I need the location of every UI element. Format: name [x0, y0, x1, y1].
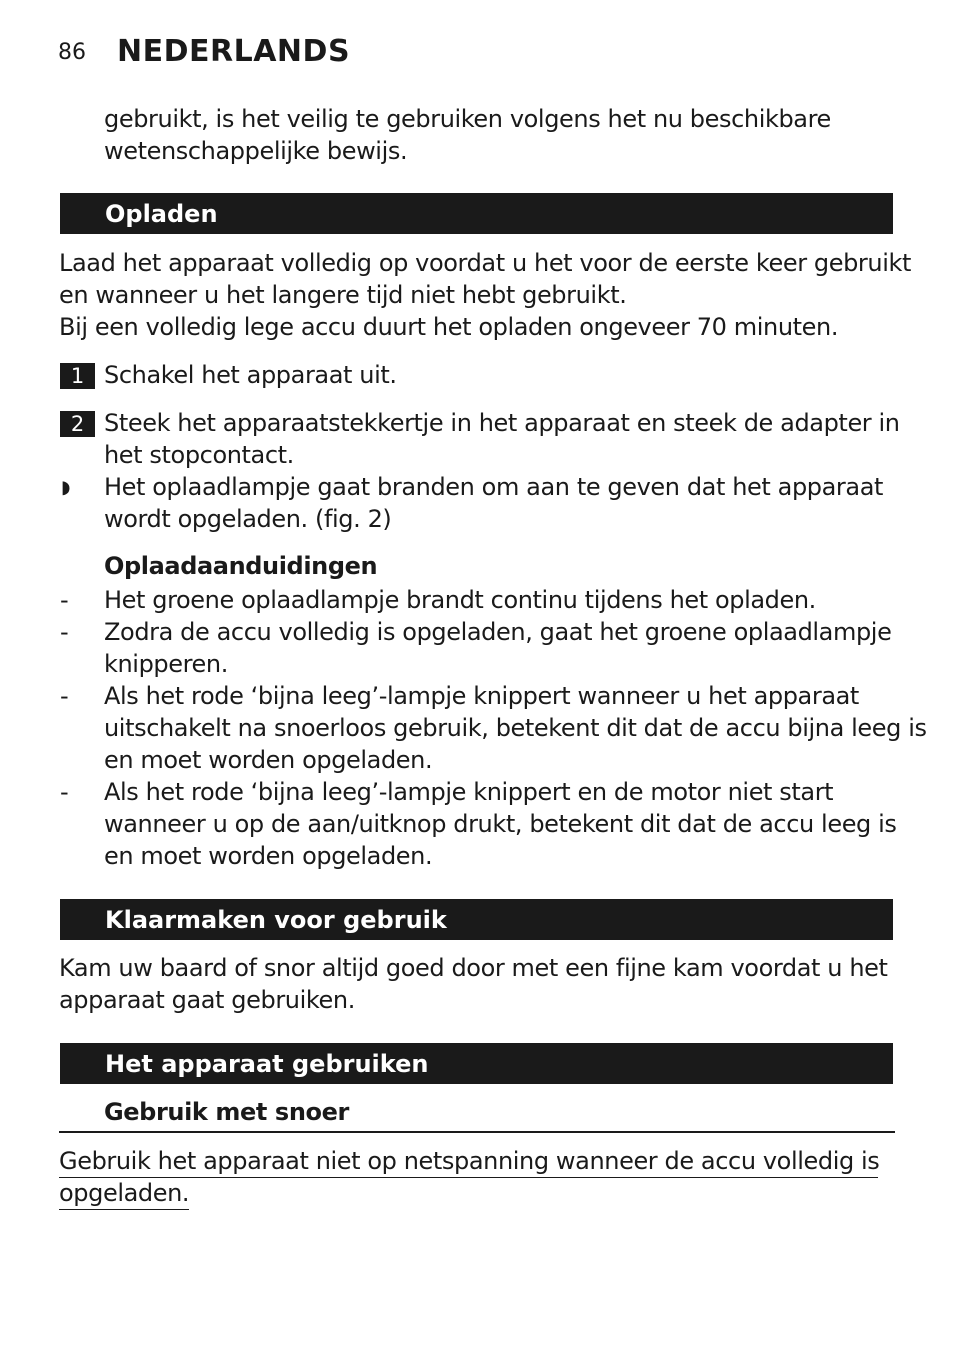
preparing-paragraph-line-2: apparaat gaat gebruiken.	[59, 986, 355, 1014]
step-2-text-line-2: het stopcontact.	[104, 441, 294, 469]
bullet-dash: -	[60, 586, 69, 614]
indication-4-line-2: wanneer u op de aan/uitknop drukt, betekent dit dat de accu leeg is	[104, 810, 897, 838]
corded-use-subheading: Gebruik met snoer	[104, 1098, 349, 1126]
step-number-2: 2	[60, 411, 95, 437]
indication-4-line-3: en moet worden opgeladen.	[104, 842, 433, 870]
charging-paragraph-line-3: Bij een volledig lege accu duurt het opladen ongeveer 70 minuten.	[59, 313, 839, 341]
language-heading: NEDERLANDS	[117, 34, 351, 69]
step-number-1: 1	[60, 363, 95, 389]
indication-3-line-1: Als het rode ‘bijna leeg’-lampje knippert wanneer u het apparaat	[104, 682, 859, 710]
indication-4-line-1: Als het rode ‘bijna leeg’-lampje knippert en de motor niet start	[104, 778, 834, 806]
bullet-dash: -	[60, 682, 69, 710]
bullet-dash: -	[60, 618, 69, 646]
section-title-gebruiken: Het apparaat gebruiken	[60, 1043, 893, 1084]
indication-1-line-1: Het groene oplaadlampje brandt continu tijdens het opladen.	[104, 586, 816, 614]
warning-note-line-1: Gebruik het apparaat niet op netspanning wanneer de accu volledig is	[59, 1147, 880, 1175]
step-1-text: Schakel het apparaat uit.	[104, 361, 397, 389]
section-title-klaarmaken: Klaarmaken voor gebruik	[60, 899, 893, 940]
charging-paragraph-line-1: Laad het apparaat volledig op voordat u het voor de eerste keer gebruikt	[59, 249, 911, 277]
indication-3-line-3: en moet worden opgeladen.	[104, 746, 433, 774]
warning-underline	[59, 1209, 189, 1210]
bullet-dash: -	[60, 778, 69, 806]
page-number: 86	[58, 40, 86, 65]
indications-subheading: Oplaadaanduidingen	[104, 552, 378, 580]
indication-2-line-1: Zodra de accu volledig is opgeladen, gaat het groene oplaadlampje	[104, 618, 892, 646]
indication-2-line-2: knipperen.	[104, 650, 228, 678]
preparing-paragraph-line-1: Kam uw baard of snor altijd goed door met een fijne kam voordat u het	[59, 954, 888, 982]
result-text-line-1: Het oplaadlampje gaat branden om aan te geven dat het apparaat	[104, 473, 884, 501]
intro-text-line-1: gebruikt, is het veilig te gebruiken volgens het nu beschikbare	[104, 105, 831, 133]
section-title-opladen: Opladen	[60, 193, 893, 234]
intro-text-line-2: wetenschappelijke bewijs.	[104, 137, 408, 165]
result-arrow-icon: ◗	[61, 477, 71, 498]
charging-paragraph-line-2: en wanneer u het langere tijd niet hebt gebruikt.	[59, 281, 627, 309]
step-2-text-line-1: Steek het apparaatstekkertje in het apparaat en steek de adapter in	[104, 409, 900, 437]
warning-note-line-2: opgeladen.	[59, 1179, 190, 1207]
result-text-line-2: wordt opgeladen. (fig. 2)	[104, 505, 392, 533]
indication-3-line-2: uitschakelt na snoerloos gebruik, betekent dit dat de accu bijna leeg is	[104, 714, 927, 742]
section-divider	[59, 1131, 895, 1133]
